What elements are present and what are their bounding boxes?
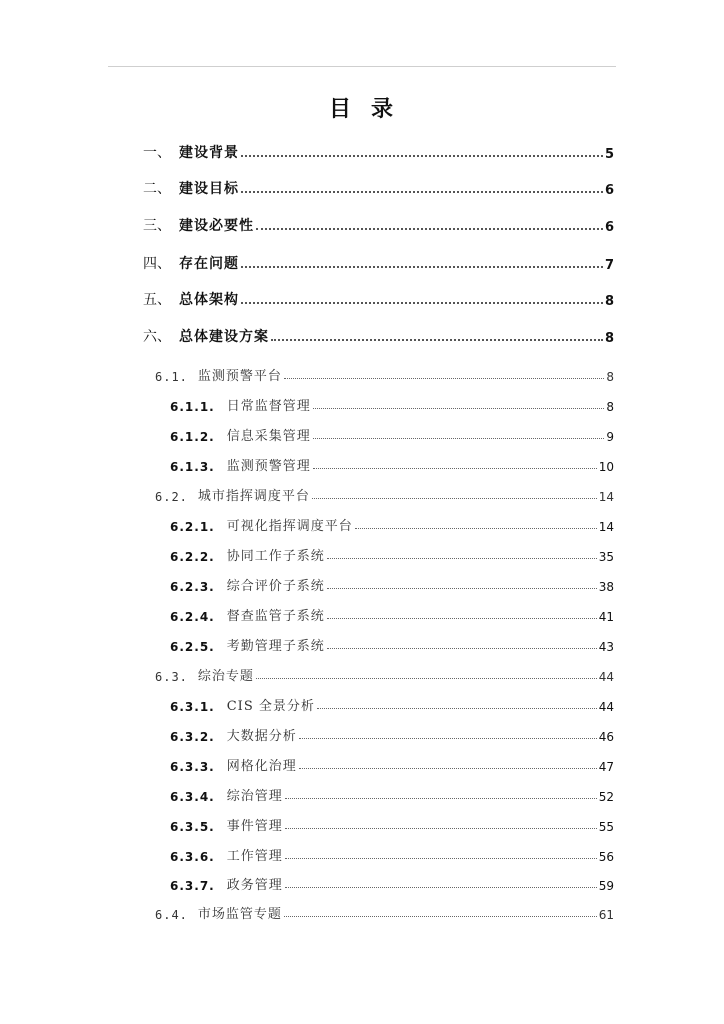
dot-leader	[313, 468, 597, 469]
toc-entry-page: 8	[606, 370, 614, 384]
toc-entry-number: 6.3.6.	[170, 850, 215, 864]
toc-entry-6-3-6[interactable]	[170, 844, 614, 864]
toc-entry-label: 监测预警管理	[226, 459, 311, 474]
toc-entry-page: 44	[598, 670, 614, 684]
toc-entry-2[interactable]	[143, 178, 614, 198]
toc-entry-4[interactable]	[143, 253, 614, 273]
dot-leader	[241, 155, 603, 157]
toc-entry-label: 综治专题	[197, 669, 254, 684]
toc-entry-page: 44	[598, 700, 614, 714]
toc-entry-label: 事件管理	[226, 819, 283, 834]
dot-leader	[312, 498, 597, 499]
toc-entry-6-2-4[interactable]	[170, 604, 614, 624]
toc-entry-number: 6.3.5.	[170, 820, 215, 834]
dot-leader	[284, 916, 597, 917]
toc-entry-page: 8	[604, 331, 614, 346]
toc-entry-6-3-4[interactable]	[170, 784, 614, 804]
toc-entry-6-1-3[interactable]	[170, 454, 614, 474]
toc-entry-number: 6.1.2.	[170, 430, 215, 444]
dot-leader	[327, 618, 597, 619]
toc-entry-number: 6.3.1.	[170, 700, 215, 714]
toc-entry-page: 56	[598, 850, 614, 864]
toc-entry-label: 建设背景	[179, 145, 239, 161]
toc-entry-page: 7	[604, 258, 614, 273]
toc-entry-number: 6.2.	[155, 490, 188, 504]
toc-entry-page: 46	[598, 730, 614, 744]
toc-entry-label: 信息采集管理	[226, 429, 311, 444]
toc-entry-number: 六、	[143, 329, 171, 345]
dot-leader	[241, 302, 603, 304]
toc-entry-6-3-1[interactable]	[170, 694, 614, 714]
dot-leader	[285, 887, 597, 888]
toc-entry-label: 网格化治理	[226, 759, 297, 774]
toc-entry-number: 6.3.2.	[170, 730, 215, 744]
dot-leader	[285, 798, 597, 799]
toc-entry-label: 市场监管专题	[197, 907, 282, 922]
dot-leader	[355, 528, 597, 529]
toc-entry-label: 工作管理	[226, 849, 283, 864]
dot-leader	[241, 266, 603, 268]
dot-leader	[256, 228, 603, 230]
toc-entry-number: 6.3.3.	[170, 760, 215, 774]
toc-entry-6-3-2[interactable]	[170, 724, 614, 744]
dot-leader	[256, 678, 597, 679]
dot-leader	[313, 438, 605, 439]
toc-entry-6-1-1[interactable]	[170, 394, 614, 414]
toc-entry-1[interactable]	[143, 142, 614, 162]
toc-entry-label: CIS 全景分析	[226, 699, 315, 714]
toc-entry-6-2-3[interactable]	[170, 574, 614, 594]
dot-leader	[327, 588, 597, 589]
toc-entry-6-2-5[interactable]	[170, 634, 614, 654]
toc-entry-number: 6.1.3.	[170, 460, 215, 474]
toc-entry-number: 五、	[143, 292, 171, 308]
toc-entry-number: 6.1.	[155, 370, 188, 384]
toc-entry-label: 政务管理	[226, 878, 283, 893]
toc-entry-6-1[interactable]	[155, 364, 614, 384]
toc-entry-6-2-1[interactable]	[170, 514, 614, 534]
toc-entry-6-1-2[interactable]	[170, 424, 614, 444]
dot-leader	[271, 339, 603, 341]
toc-entry-number: 6.2.2.	[170, 550, 215, 564]
title-char-2: 录	[371, 97, 396, 122]
toc-entry-5[interactable]	[143, 289, 614, 309]
toc-entry-label: 监测预警平台	[197, 369, 282, 384]
toc-entry-number: 6.2.4.	[170, 610, 215, 624]
toc-entry-number: 6.4.	[155, 908, 188, 922]
toc-entry-number: 6.2.3.	[170, 580, 215, 594]
dot-leader	[313, 408, 605, 409]
toc-entry-number: 6.2.5.	[170, 640, 215, 654]
toc-entry-number: 二、	[143, 181, 171, 197]
toc-entry-6-2-2[interactable]	[170, 544, 614, 564]
toc-entry-number: 6.2.1.	[170, 520, 215, 534]
toc-entry-label: 考勤管理子系统	[226, 639, 325, 654]
toc-entry-label: 存在问题	[179, 256, 239, 272]
dot-leader	[299, 738, 597, 739]
toc-entry-label: 城市指挥调度平台	[197, 489, 310, 504]
toc-entry-number: 四、	[143, 256, 171, 272]
toc-entry-6-3-7[interactable]	[170, 873, 614, 893]
toc-entry-label: 总体架构	[179, 292, 239, 308]
toc-entry-label: 日常监督管理	[226, 399, 311, 414]
dot-leader	[299, 768, 597, 769]
toc-entry-page: 14	[598, 490, 614, 504]
toc-entry-page: 52	[598, 790, 614, 804]
toc-entry-page: 10	[598, 460, 614, 474]
toc-entry-page: 55	[598, 820, 614, 834]
toc-entry-page: 14	[598, 520, 614, 534]
toc-entry-label: 总体建设方案	[179, 329, 269, 345]
dot-leader	[327, 558, 597, 559]
toc-entry-3[interactable]	[143, 215, 614, 235]
dot-leader	[327, 648, 597, 649]
toc-entry-page: 6	[604, 183, 614, 198]
toc-entry-page: 9	[606, 430, 614, 444]
title-char-1: 目	[328, 97, 353, 122]
toc-entry-label: 协同工作子系统	[226, 549, 325, 564]
toc-entry-number: 三、	[143, 218, 171, 234]
toc-entry-6-2[interactable]	[155, 484, 614, 504]
toc-entry-label: 可视化指挥调度平台	[226, 519, 353, 534]
toc-entry-page: 47	[598, 760, 614, 774]
toc-entry-label: 综治管理	[226, 789, 283, 804]
toc-entry-label: 建设目标	[179, 181, 239, 197]
toc-entry-6-3-3[interactable]	[170, 754, 614, 774]
toc-entry-page: 6	[604, 220, 614, 235]
toc-entry-6-4[interactable]	[155, 902, 614, 922]
toc-entry-number: 6.3.	[155, 670, 188, 684]
dot-leader	[284, 378, 604, 379]
toc-entry-page: 38	[598, 580, 614, 594]
toc-entry-number: 6.1.1.	[170, 400, 215, 414]
toc-entry-page: 43	[598, 640, 614, 654]
dot-leader	[285, 858, 597, 859]
toc-entry-page: 8	[604, 294, 614, 309]
toc-entry-page: 61	[598, 908, 614, 922]
toc-entry-page: 35	[598, 550, 614, 564]
toc-entry-page: 5	[604, 147, 614, 162]
toc-entry-page: 8	[606, 400, 614, 414]
dot-leader	[285, 828, 597, 829]
toc-entry-6[interactable]	[143, 326, 614, 346]
toc-entry-label: 大数据分析	[226, 729, 297, 744]
toc-entry-label: 综合评价子系统	[226, 579, 325, 594]
toc-entry-label: 建设必要性	[179, 218, 254, 234]
toc-entry-page: 41	[598, 610, 614, 624]
toc-entry-number: 6.3.4.	[170, 790, 215, 804]
toc-entry-label: 督查监管子系统	[226, 609, 325, 624]
toc-entry-6-3-5[interactable]	[170, 814, 614, 834]
toc-entry-page: 59	[598, 879, 614, 893]
dot-leader	[241, 191, 603, 193]
toc-entry-6-3[interactable]	[155, 664, 614, 684]
toc-entry-number: 一、	[143, 145, 171, 161]
toc-entry-number: 6.3.7.	[170, 879, 215, 893]
dot-leader	[317, 708, 597, 709]
